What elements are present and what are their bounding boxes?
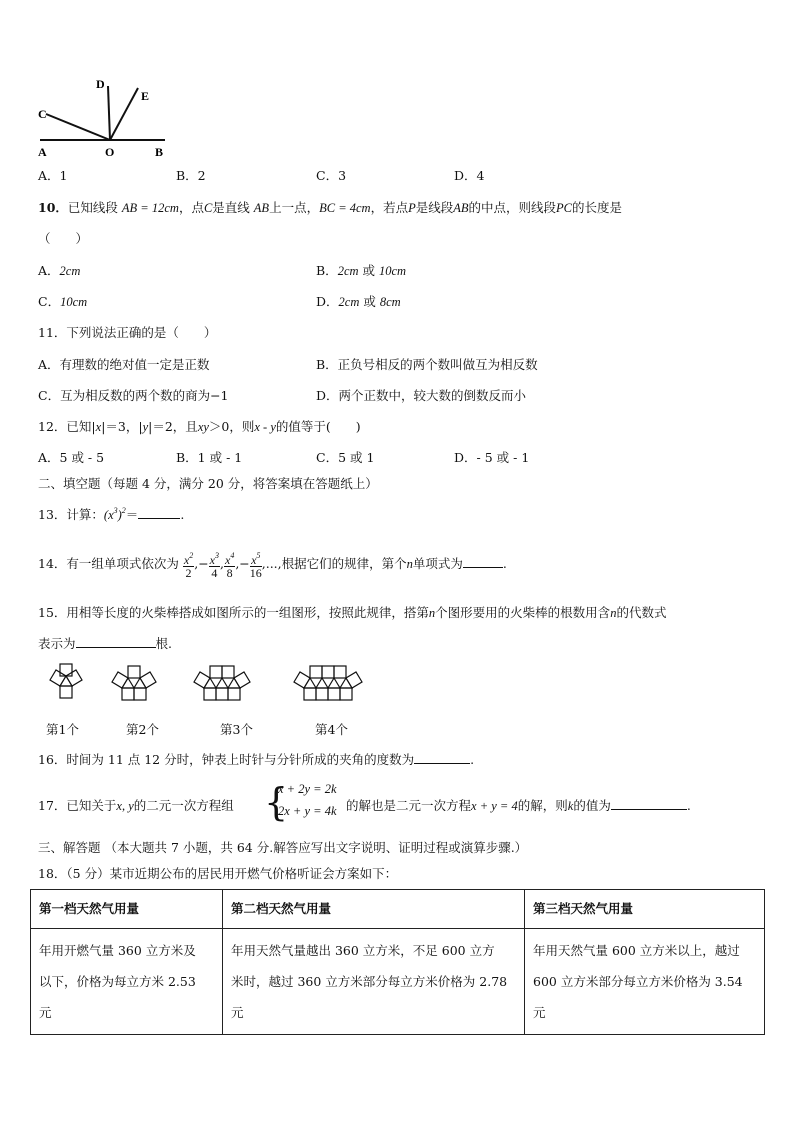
table-cell: 年用天然气量越出 360 立方米，不足 600 立方 米时，越过 360 立方米部分每立方米价格为 2.78 元 — [223, 929, 525, 1035]
section-3-heading: 三、解答题 （本大题共 7 小题，共 64 分.解答应写出文字说明、证明过程或演算步骤.） — [38, 840, 528, 855]
figure-caption-2: 第2个 — [126, 722, 159, 737]
q10-option-c: C．10cm — [38, 294, 88, 309]
table-cell: 年用天然气量 600 立方米以上，越过 600 立方米部分每立方米价格为 3.54 元 — [525, 929, 765, 1035]
table-header: 第二档天然气用量 — [223, 890, 525, 929]
q12-option-b: B．1 或 - 1 — [176, 450, 243, 465]
table-header: 第一档天然气用量 — [31, 890, 223, 929]
question-11-stem: 11．下列说法正确的是（ ） — [38, 325, 217, 340]
fraction-term-1: $\frac{x^2}{2}$ — [183, 550, 194, 580]
system-brace: { — [264, 780, 289, 824]
matchstick-figure-2 — [112, 666, 156, 700]
question-10-stem: 10．已知线段 AB = 12cm，点C是直线 AB上一点，BC = 4cm，若点P是线段AB的中点，则线段PC的长度是 — [38, 200, 623, 215]
question-15-line2: 表示为 根. — [38, 636, 172, 651]
q11-option-d: D．两个正数中，较大数的倒数反而小 — [316, 388, 527, 403]
question-13: 13．计算：$(x^3)^2=$ . — [38, 506, 185, 522]
matchstick-figures — [36, 660, 406, 720]
ray-od — [108, 86, 110, 140]
question-10-paren: （ ） — [38, 231, 89, 246]
table-header-row — [31, 890, 765, 929]
table-cell: 年用开燃气量 360 立方米及 以下，价格为每立方米 2.53 元 — [31, 929, 223, 1035]
q12-option-a: A．5 或 - 5 — [38, 450, 105, 465]
answer-blank[interactable] — [463, 555, 503, 568]
label-e: E — [141, 89, 150, 103]
q11-option-c: C．互为相反数的两个数的商为−1 — [38, 388, 229, 403]
angle-figure — [30, 72, 180, 162]
label-d: D — [96, 77, 105, 91]
q9-option-b: B．2 — [176, 168, 206, 183]
ray-oe — [110, 88, 138, 140]
q9-option-c: C．3 — [316, 168, 347, 183]
q12-option-d: D．- 5 或 - 1 — [454, 450, 530, 465]
figure-caption-1: 第1个 — [46, 722, 79, 737]
answer-blank[interactable] — [76, 635, 156, 648]
label-a: A — [38, 145, 47, 159]
table-row — [31, 929, 765, 1035]
question-15-line1: 15．用相等长度的火柴棒搭成如图所示的一组图形，按照此规律，搭第n个图形要用的火柴棒的根数用含n的代数式 — [38, 605, 667, 620]
fraction-term-3: $\frac{x^4}{8}$ — [224, 550, 235, 580]
label-o: O — [105, 145, 115, 159]
section-2-heading: 二、填空题（每题 4 分，满分 20 分，将答案填在答题纸上） — [38, 476, 378, 491]
q11-option-b: B．正负号相反的两个数叫做互为相反数 — [316, 357, 538, 372]
matchstick-figure-4 — [294, 666, 362, 700]
q10-option-b: B．2cm 或 10cm — [316, 263, 407, 278]
answer-blank[interactable] — [138, 506, 180, 519]
question-16: 16．时间为 11 点 12 分时，钟表上时针与分针所成的夹角的度数为 . — [38, 752, 475, 767]
q10-option-a: A．2cm — [38, 263, 81, 278]
fraction-term-2: $\frac{x^3}{4}$ — [209, 550, 219, 580]
figure-caption-3: 第3个 — [220, 722, 253, 737]
label-b: B — [155, 145, 164, 159]
gas-price-table — [30, 889, 765, 1035]
answer-blank[interactable] — [611, 797, 687, 810]
table-header: 第三档天然气用量 — [525, 890, 765, 929]
q9-option-d: D．4 — [454, 168, 485, 183]
question-14: 14．有一组单项式依次为 $\frac{x^2}{2}$ ,− $\frac{x^3}{4}$ , $\frac{x^4}{8}$ ,− $\frac{x^5}{16}$ ,...,根据它们的规律，第个n单项式为 . — [38, 550, 507, 580]
q11-option-a: A．有理数的绝对值一定是正数 — [38, 357, 210, 372]
q9-option-a: A．1 — [38, 168, 68, 183]
q12-option-c: C．5 或 1 — [316, 450, 375, 465]
q10-option-d: D．2cm 或 8cm — [316, 294, 401, 309]
matchstick-figure-3 — [194, 666, 250, 700]
question-18-stem: 18．（5 分）某市近期公布的居民用开燃气价格听证会方案如下： — [38, 866, 398, 881]
fraction-term-4: $\frac{x^5}{16}$ — [249, 550, 262, 580]
question-12-stem: 12．已知|x|＝3，|y|＝2，且xy＞0，则x - y的值等于( ) — [38, 419, 361, 434]
matchstick-figure-1 — [50, 664, 82, 698]
figure-caption-4: 第4个 — [315, 722, 348, 737]
label-c: C — [38, 107, 47, 121]
answer-blank[interactable] — [414, 751, 470, 764]
ray-oc — [46, 114, 110, 140]
